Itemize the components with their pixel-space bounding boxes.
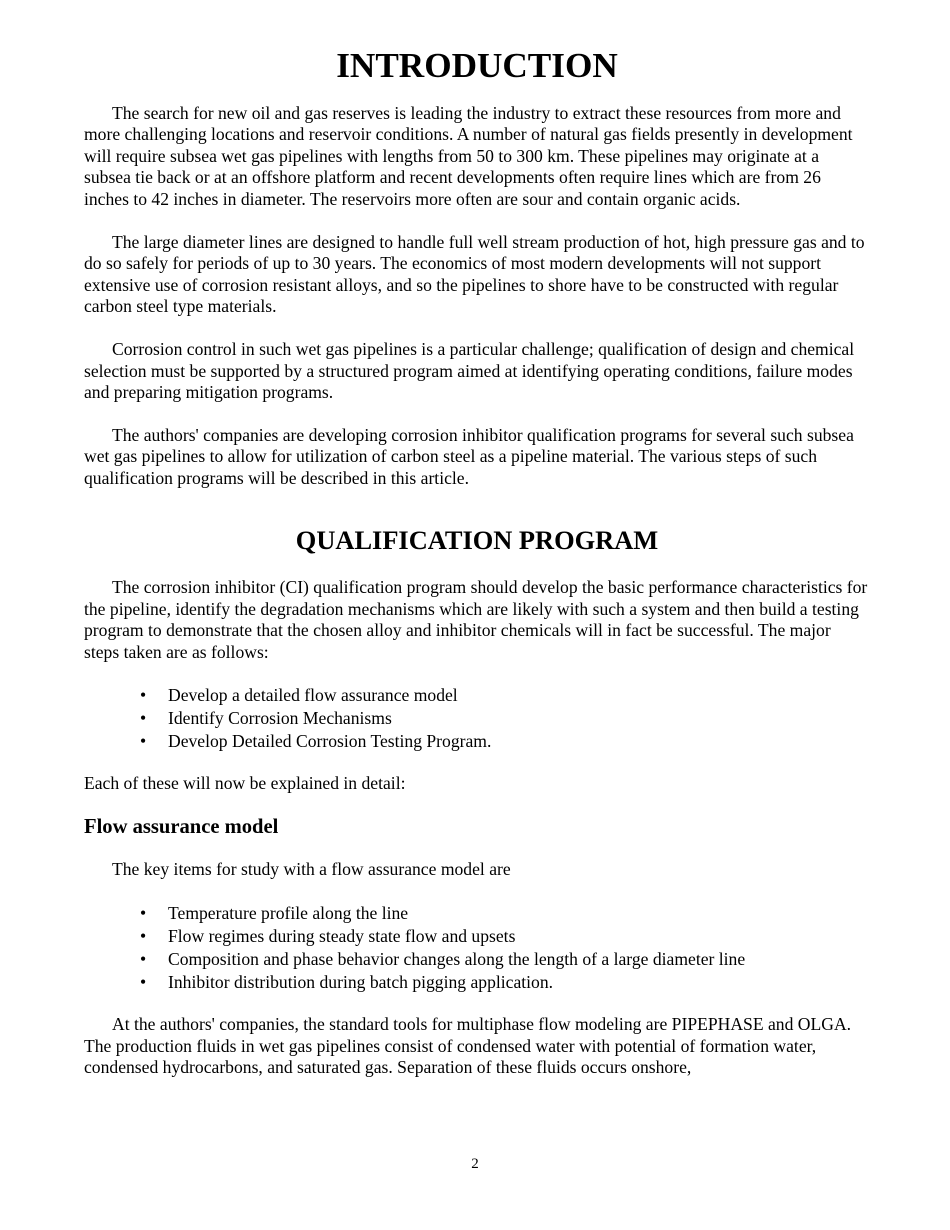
qualification-followup: Each of these will now be explained in detail: [84,773,406,794]
list-item: • Develop a detailed flow assurance model [84,684,870,707]
list-item: • Temperature profile along the line [84,902,870,925]
list-item: • Flow regimes during steady state flow and upsets [84,925,870,948]
flow-assurance-heading: Flow assurance model [84,816,279,839]
qualification-program-heading: QUALIFICATION PROGRAM [295,524,659,555]
page-number: 2 [471,1156,479,1172]
intro-paragraph-4: The authors' companies are developing corrosion inhibitor qualification programs for several such subsea wet gas pipelines to allow for utilization of carbon steel as a pipeline material. The various steps of such qualification programs will be described in this article. [84,424,854,488]
introduction-heading: INTRODUCTION [336,46,618,85]
list-item: • Inhibitor distribution during batch pigging application. [84,971,870,994]
flow-assurance-items-list [84,902,870,994]
list-item: • Develop Detailed Corrosion Testing Program. [84,730,870,753]
intro-paragraph-1: The search for new oil and gas reserves is leading the industry to extract these resources from more and more challenging locations and reservoir conditions. A number of natural gas fields presently in development will require subsea wet gas pipelines with lengths from 50 to 300 km. These pipelines may originate at a subsea tie back or at an offshore platform and recent developments often require lines which are from 26 inches to 42 inches in diameter. The reservoirs more often are sour and contain organic acids. [84,102,853,209]
intro-paragraph-3: Corrosion control in such wet gas pipelines is a particular challenge; qualification of design and chemical selection must be supported by a structured program aimed at identifying operating conditions, failure modes and preparing mitigation programs. [84,338,855,403]
qualification-intro-paragraph: The corrosion inhibitor (CI) qualification program should develop the basic performance characteristics for the pipeline, identify the degradation mechanisms which are likely with such a system and then build a testing program to demonstrate that the chosen alloy and inhibitor chemicals will in fact be successful. The major steps taken are as follows: [84,577,868,662]
list-item: • Identify Corrosion Mechanisms [84,707,870,730]
flow-assurance-paragraph: At the authors' companies, the standard tools for multiphase flow modeling are PIPEPHASE and OLGA. The production fluids in wet gas pipelines consist of condensed water with potential of formation water, condensed hydrocarbons, and saturated gas. Separation of these fluids occurs onshore, [84,1014,852,1078]
qualification-steps-list [84,684,870,753]
intro-paragraph-2: The large diameter lines are designed to handle full well stream production of hot, high pressure gas and to do so safely for periods of up to 30 years. The economics of most modern developments will not support extensive use of corrosion resistant alloys, and so the pipelines to shore have to be constructed with regular carbon steel type materials. [84,231,865,317]
document-page [84,46,870,1079]
flow-assurance-intro: The key items for study with a flow assurance model are [112,858,511,879]
list-item: • Composition and phase behavior changes along the length of a large diameter line [84,948,870,971]
